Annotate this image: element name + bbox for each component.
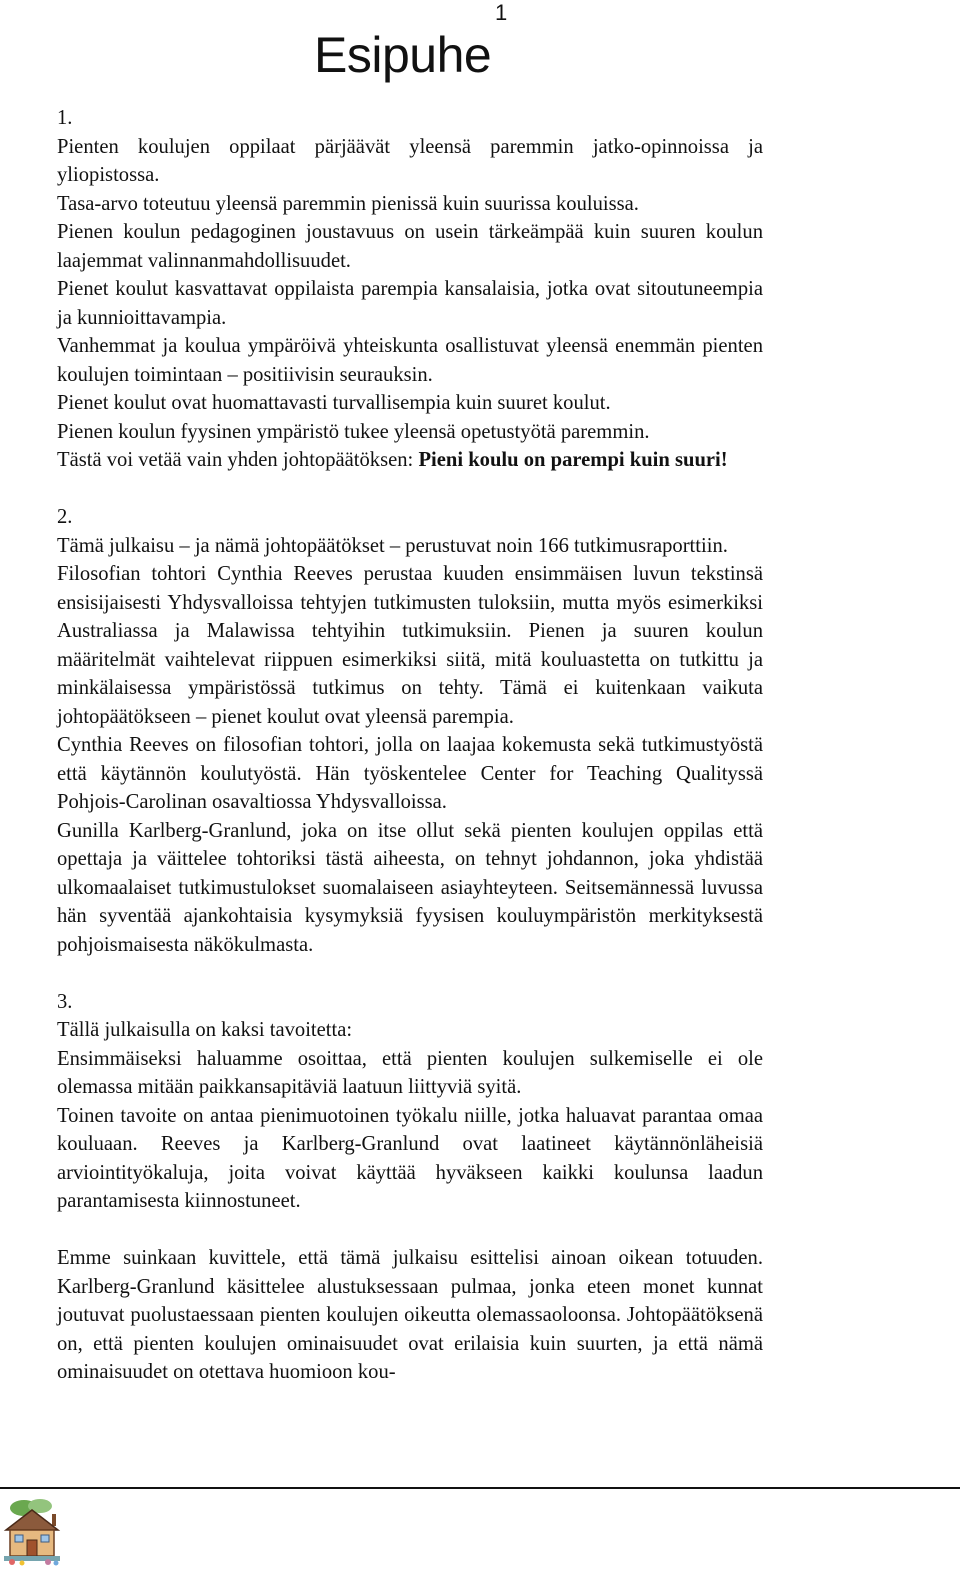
section-2 — [57, 503, 763, 959]
paragraph: Vanhemmat ja koulua ympäröivä yhteiskunta osallistuvat yleensä enemmän pienten koulujen toimintaan – positiivisin seurauksin. — [57, 335, 763, 386]
section-number: 2. — [57, 506, 73, 528]
body-text — [57, 104, 763, 1387]
paragraph-gap — [57, 1216, 763, 1245]
paragraph: Pienet koulut kasvattavat oppilaista parempia kansalaisia, jotka ovat sitoutuneempia ja kunnioittavampia. — [57, 278, 763, 329]
conclusion-bold: Pieni koulu on parempi kuin suuri! — [418, 449, 728, 471]
paragraph: Filosofian tohtori Cynthia Reeves perustaa kuuden ensimmäisen luvun tekstinsä ensisijaisesti Yhdysvalloissa tehtyjen tutkimusten tuloksiin, mutta myös esimerkiksi Australiassa ja Malawissa tehtyihin tutkimuksiin. Pienen ja suuren koulun määritelmät vaihtelevat riippuen esimerkiksi siitä, mitä kouluastetta on tutkittu ja minkälaisessa ympäristössä tutkimus on tehty. Tämä ei kuitenkaan vaikuta johtopäätökseen – pienet koulut ovat yleensä parempia. — [57, 563, 763, 728]
page-number: 1 — [495, 0, 508, 25]
paragraph: Toinen tavoite on antaa pienimuotoinen työkalu niille, jotka haluavat parantaa omaa kouluaan. Reeves ja Karlberg-Granlund ovat laatineet käytännönläheisiä arviointityökaluja, joita voivat käyttää hyväkseen kaikki koulunsa laadun parantamisesta kiinnostuneet. — [57, 1104, 763, 1212]
section-gap — [57, 475, 763, 504]
section-1 — [57, 104, 763, 475]
paragraph: Tällä julkaisulla on kaksi tavoitetta: — [57, 1019, 353, 1041]
paragraph: Pienen koulun pedagoginen joustavuus on usein tärkeämpää kuin suuren koulun laajemmat valinnanmahdollisuudet. — [57, 221, 763, 272]
section-gap — [57, 959, 763, 988]
paragraph: Ensimmäiseksi haluamme osoittaa, että pienten koulujen sulkemiselle ei ole olemassa mitään paikkansapitäviä laatuun liittyviä syitä. — [57, 1047, 763, 1098]
paragraph: Pienet koulut ovat huomattavasti turvallisempia kuin suuret koulut. — [57, 392, 611, 414]
paragraph: Gunilla Karlberg-Granlund, joka on itse ollut sekä pienten koulujen oppilas että opettaja ja väittelee tohtoriksi tästä aiheesta, on tehnyt johdannon, joka yhdistää ulkomaalaiset tutkimustulokset suomalaiseen asiayhteyteen. Seitsemännessä luvussa hän syventää ajankohtaisia kysymyksiä fyysisen kouluympäristön merkityksestä pohjoismaisesta näkökulmasta. — [57, 819, 763, 956]
paragraph: Pienen koulun fyysinen ympäristö tukee yleensä opetustyötä paremmin. — [57, 420, 650, 443]
paragraph: Emme suinkaan kuvittele, että tämä julkaisu esittelisi ainoan oikean totuuden. Karlberg-Granlund käsittelee alustuksessaan pulmaa, jonka eteen monet kunnat joutuvat puolustaessaan pienten koulujen oikeutta olemassaoloonsa. Johtopäätöksenä on, että pienten koulujen ominaisuudet ovat erilaisia kuin suurten, ja että nämä ominaisuudet on otettava huomioon kou- — [57, 1247, 763, 1383]
conclusion-paragraph — [57, 446, 763, 475]
footer-rule — [0, 1487, 960, 1489]
paragraph: Pienten koulujen oppilaat pärjäävät yleensä paremmin jatko-opinnoissa ja yliopistossa. — [57, 135, 763, 186]
paragraph: Tasa-arvo toteutuu yleensä paremmin pienissä kuin suurissa kouluissa. — [57, 192, 639, 215]
section-3 — [57, 988, 763, 1387]
paragraph: Cynthia Reeves on filosofian tohtori, jolla on laajaa kokemusta sekä tutkimustyöstä että käytännön koulutyöstä. Hän työskentelee Center for Teaching Qualityssä Pohjois-Carolinan osavaltiossa Yhdysvalloissa. — [57, 734, 763, 813]
paragraph: Tämä julkaisu – ja nämä johtopäätökset – perustuvat noin 166 tutkimusraporttiin. — [57, 534, 728, 557]
school-house-icon — [2, 1496, 62, 1566]
section-number: 3. — [57, 990, 73, 1013]
chapter-title: Esipuhe — [314, 27, 492, 83]
conclusion-lead: Tästä voi vetää vain yhden johtopäätöksen: — [57, 449, 419, 471]
section-number: 1. — [57, 107, 73, 129]
